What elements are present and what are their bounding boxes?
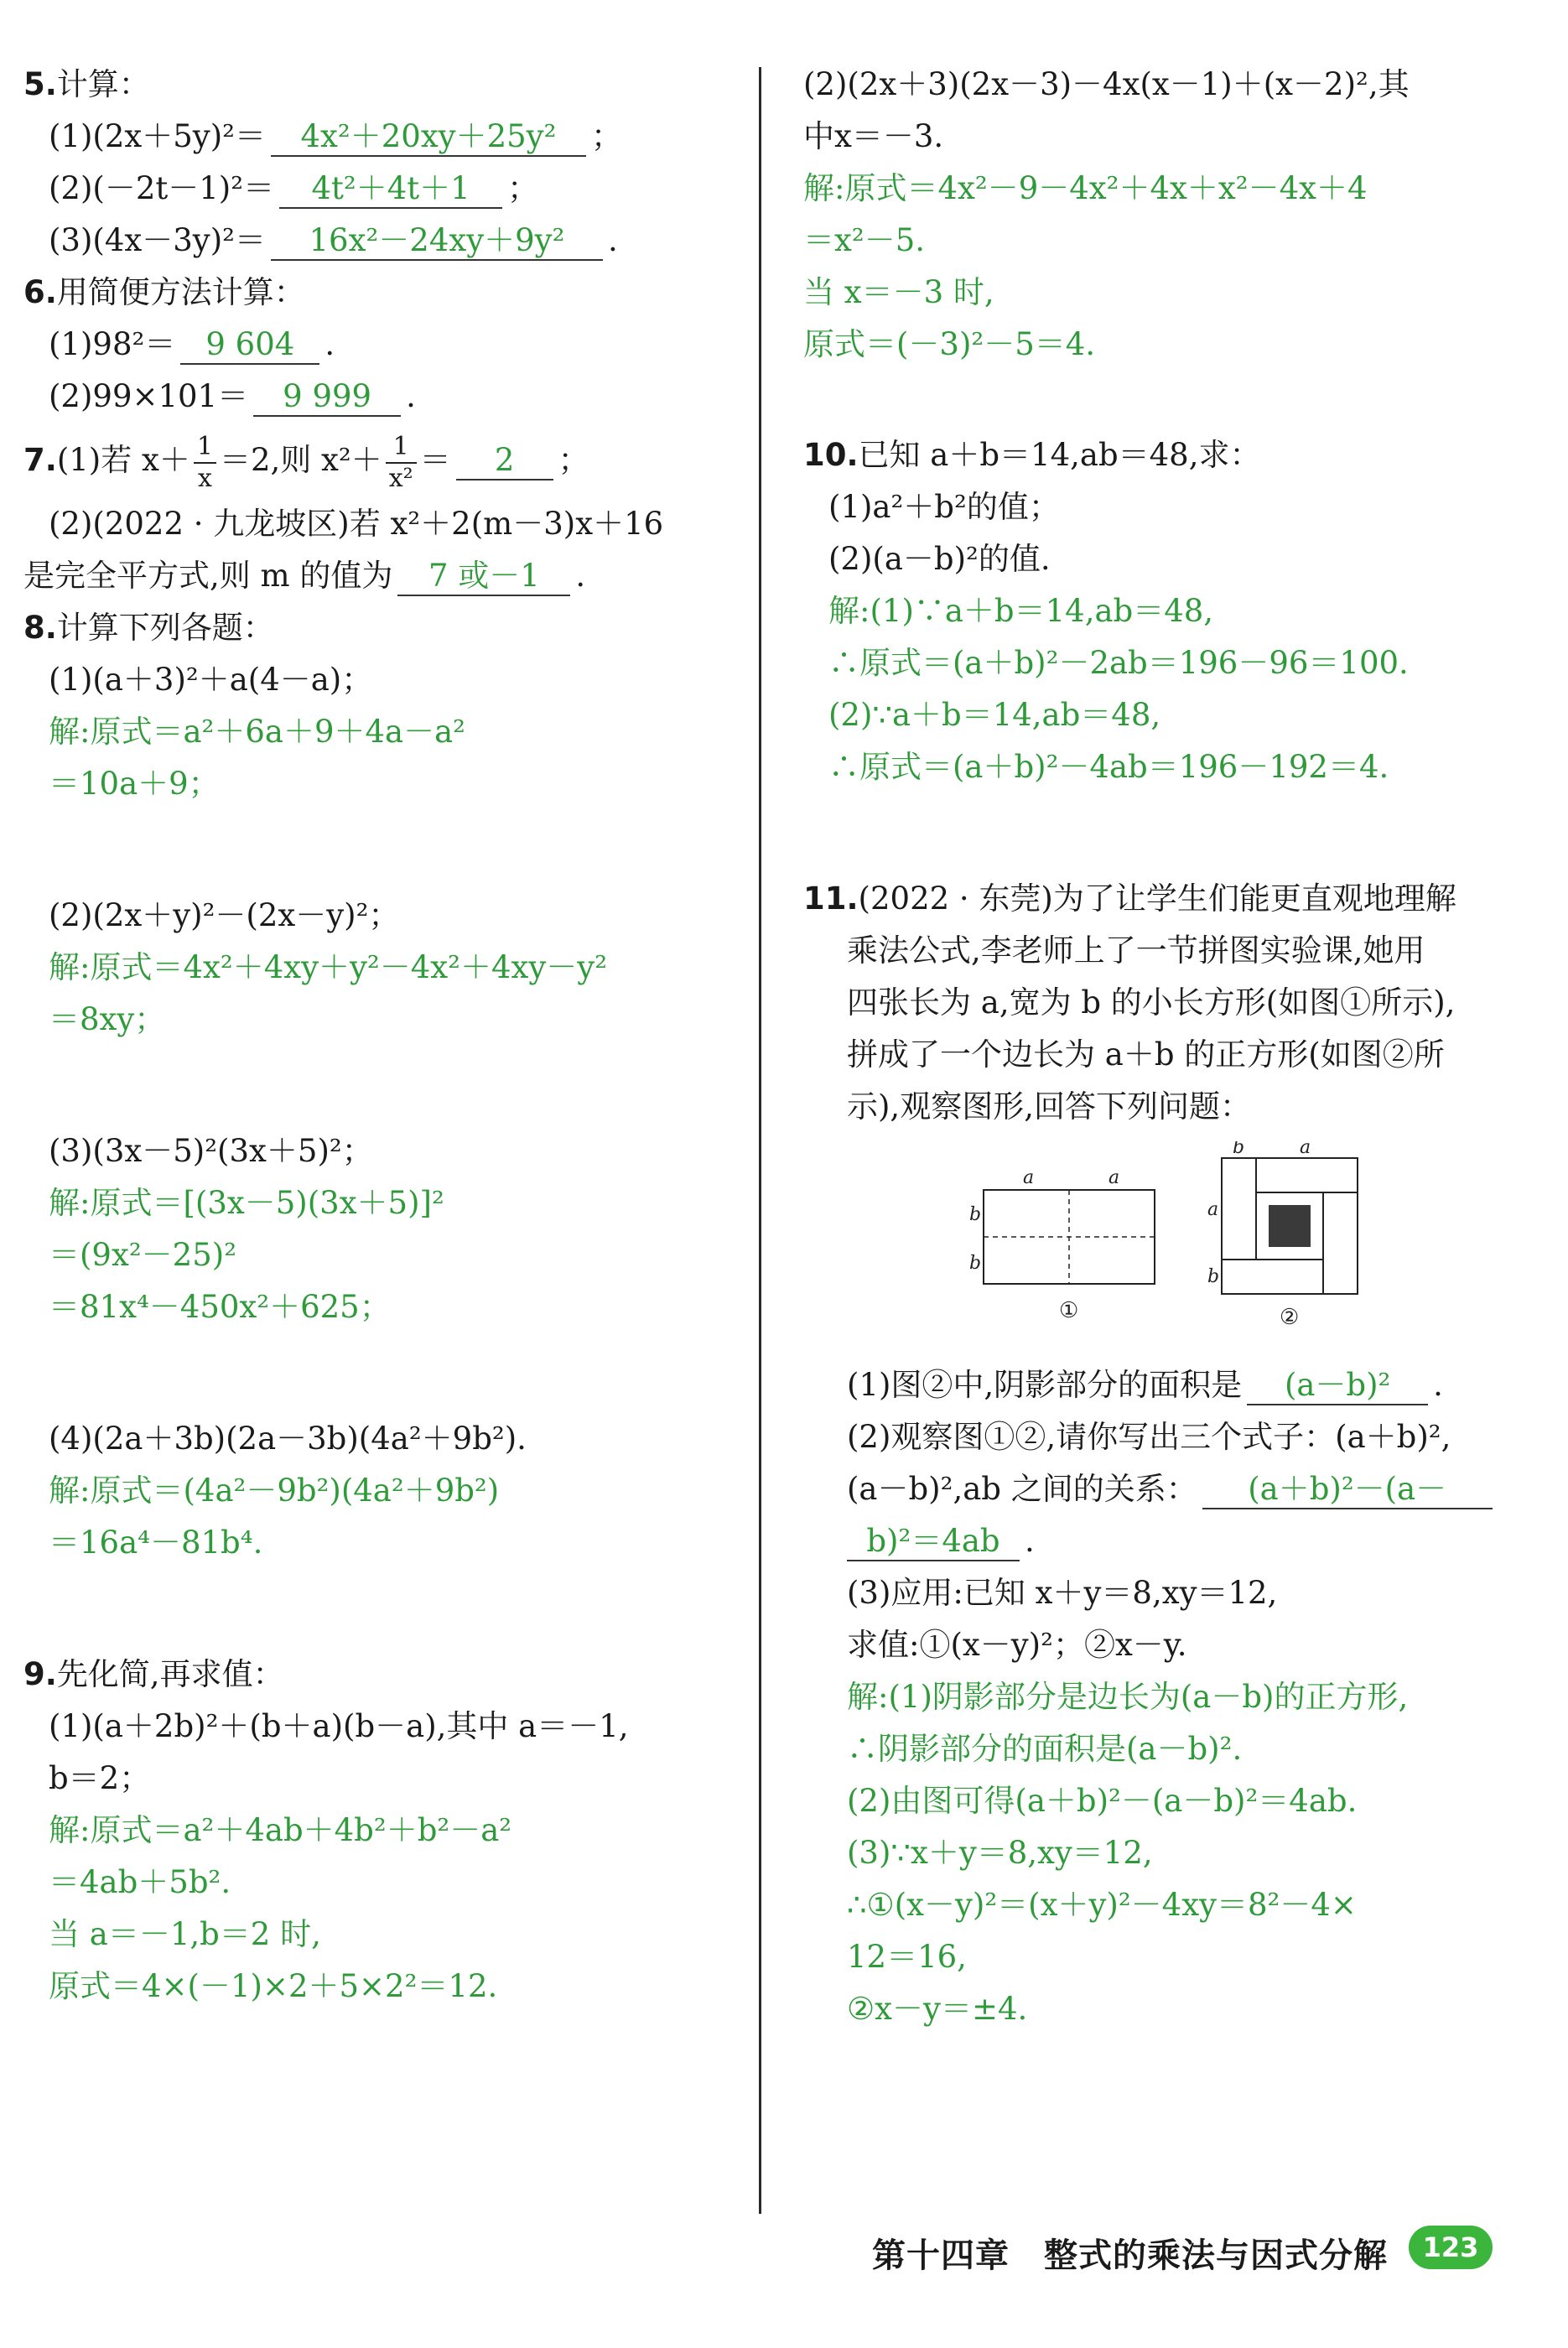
q11-part-2-line-3: b)²＝4ab . bbox=[803, 1515, 1541, 1567]
solution-line: 解:原式＝4x²－9－4x²＋4x＋x²－4x＋4 bbox=[803, 170, 1368, 206]
solution-line: (2)由图可得(a＋b)²－(a－b)²＝4ab. bbox=[847, 1783, 1358, 1819]
answer-blank: b)²＝4ab bbox=[847, 1523, 1020, 1561]
page-number: 123 bbox=[1409, 2226, 1493, 2269]
solution-line: ＝16a⁴－81b⁴. bbox=[49, 1525, 263, 1561]
solution-line: (2)∵a＋b＝14,ab＝48, bbox=[828, 697, 1161, 733]
figure-2-label-a: a bbox=[1300, 1141, 1311, 1158]
q11-stem-line: 乘法公式,李老师上了一节拼图实验课,她用 bbox=[847, 932, 1425, 969]
solution-line: ＝x²－5. bbox=[803, 222, 926, 258]
answer-blank: 7 或－1 bbox=[397, 558, 570, 596]
q8-part-4: (4)(2a＋3b)(2a－3b)(4a²＋9b²). bbox=[49, 1421, 527, 1457]
solution-line: 解:原式＝a²＋4ab＋4b²＋b²－a² bbox=[49, 1812, 512, 1848]
column-divider bbox=[759, 67, 761, 2214]
q11-stem-line-1: 11.(2022 · 东莞)为了让学生们能更直观地理解 bbox=[803, 880, 1456, 917]
rectangle-puzzle-diagram bbox=[803, 1141, 1541, 1351]
solution-line: (3)∵x＋y＝8,xy＝12, bbox=[847, 1835, 1153, 1871]
answer-blank: (a＋b)²－(a－ bbox=[1202, 1471, 1493, 1509]
solution-line: 解:原式＝4x²＋4xy＋y²－4x²＋4xy－y² bbox=[49, 949, 608, 985]
q5-heading: 5.计算： bbox=[23, 66, 150, 102]
solution-line: 解:(1)∵a＋b＝14,ab＝48, bbox=[828, 593, 1214, 629]
answer-blank: 2 bbox=[456, 442, 553, 481]
answer-blank: 4x²＋20xy＋25y² bbox=[271, 118, 586, 157]
q10-item-2: (2)(a－b)²的值. bbox=[828, 541, 1051, 577]
solution-line: 解:(1)阴影部分是边长为(a－b)的正方形, bbox=[847, 1679, 1409, 1715]
q8-part-1: (1)(a＋3)²＋a(4－a)； bbox=[49, 662, 373, 698]
solution-line: 原式＝4×(－1)×2＋5×2²＝12. bbox=[49, 1968, 498, 2004]
q8-part-2: (2)(2x＋y)²－(2x－y)²； bbox=[49, 897, 400, 933]
q11-stem-line: 拼成了一个边长为 a＋b 的正方形(如图②所 bbox=[847, 1036, 1445, 1073]
q7-part-2-line-2: 是完全平方式,则 m 的值为 7 或－1 . bbox=[23, 550, 753, 602]
figure-1-label-b: b bbox=[969, 1204, 982, 1225]
figure-1-caption: ① bbox=[1059, 1298, 1079, 1323]
page-footer bbox=[872, 2222, 1543, 2281]
q9-heading: 9.先化简,再求值： bbox=[23, 1656, 284, 1692]
q11-part-1: (1)图②中,阴影部分的面积是 (a－b)² . bbox=[803, 1359, 1541, 1411]
answer-blank: 16x²－24xy＋9y² bbox=[271, 222, 603, 261]
q11-part-2-line-1: (2)观察图①②,请你写出三个式子：(a＋b)², bbox=[847, 1419, 1451, 1455]
right-column bbox=[803, 59, 1541, 2035]
figure-1-label-a: a bbox=[1023, 1167, 1035, 1188]
q9-part-2-line-2: 中x＝－3. bbox=[803, 118, 944, 154]
figure-1-label-a: a bbox=[1109, 1167, 1120, 1188]
q6-item-2: (2)99×101＝ 9 999 . bbox=[23, 371, 753, 423]
q10-heading: 10.已知 a＋b＝14,ab＝48,求： bbox=[803, 437, 1261, 473]
solution-line: ＝8xy； bbox=[49, 1001, 166, 1037]
solution-line: ＝81x⁴－450x²＋625； bbox=[49, 1289, 391, 1325]
solution-line: 原式＝(－3)²－5＝4. bbox=[803, 326, 1096, 362]
fraction: $\frac{1}{x}$ bbox=[194, 432, 216, 494]
figure-2-label-b: b bbox=[1233, 1141, 1245, 1158]
figure-2-caption: ② bbox=[1280, 1305, 1300, 1330]
q9-part-1-line-1: (1)(a＋2b)²＋(b＋a)(b－a),其中 a＝－1, bbox=[49, 1708, 629, 1744]
q7-part-1: 7.(1)若 x＋ $\frac{1}{x}$ ＝2,则 x²＋ $\frac{1}{\text{x²}}$ ＝ 2 ； bbox=[23, 431, 589, 493]
q6-item-1: (1)98²＝ 9 604 . bbox=[23, 319, 753, 371]
fraction: $\frac{1}{\text{x²}}$ bbox=[386, 432, 417, 494]
q6-heading: 6.用简便方法计算： bbox=[23, 274, 305, 310]
figure-1-label-b: b bbox=[969, 1253, 982, 1274]
q11-part-3-line-1: (3)应用:已知 x＋y＝8,xy＝12, bbox=[847, 1575, 1278, 1611]
q7-part-2-line-1: (2)(2022 · 九龙坡区)若 x²＋2(m－3)x＋16 bbox=[49, 506, 664, 542]
solution-line: ∴原式＝(a＋b)²－2ab＝196－96＝100. bbox=[828, 645, 1409, 681]
q8-heading: 8.计算下列各题： bbox=[23, 610, 274, 646]
chapter-title: 第十四章 整式的乘法与因式分解 bbox=[872, 2236, 1388, 2275]
solution-line: 解:原式＝(4a²－9b²)(4a²＋9b²) bbox=[49, 1473, 500, 1509]
solution-line: ②x－y＝±4. bbox=[847, 1991, 1028, 2027]
solution-line: 12＝16, bbox=[847, 1939, 967, 1975]
solution-line: ∴原式＝(a＋b)²－4ab＝196－192＝4. bbox=[828, 749, 1389, 785]
solution-line: 解:原式＝a²＋6a＋9＋4a－a² bbox=[49, 714, 465, 750]
q9-part-1-line-2: b＝2； bbox=[49, 1760, 151, 1796]
q10-item-1: (1)a²＋b²的值； bbox=[828, 489, 1060, 525]
q5-item-1: (1)(2x＋5y)²＝ 4x²＋20xy＋25y² ； bbox=[23, 111, 753, 163]
solution-line: 当 x＝－3 时, bbox=[803, 274, 994, 310]
solution-line: 解:原式＝[(3x－5)(3x＋5)]² bbox=[49, 1185, 444, 1221]
q8-part-3: (3)(3x－5)²(3x＋5)²； bbox=[49, 1133, 373, 1169]
answer-blank: 9 604 bbox=[180, 326, 319, 365]
solution-line: ∴①(x－y)²＝(x＋y)²－4xy＝8²－4× bbox=[847, 1887, 1357, 1923]
q5-item-3: (3)(4x－3y)²＝ 16x²－24xy＋9y² . bbox=[23, 215, 753, 267]
solution-line: ∴阴影部分的面积是(a－b)². bbox=[847, 1731, 1243, 1767]
solution-line: ＝4ab＋5b². bbox=[49, 1864, 231, 1900]
q11-part-2-line-2: (a－b)²,ab 之间的关系： (a＋b)²－(a－ bbox=[803, 1463, 1541, 1515]
q5-item-2: (2)(－2t－1)²＝ 4t²＋4t＋1 ； bbox=[23, 163, 753, 215]
left-column bbox=[23, 59, 753, 2013]
solution-line: ＝10a＋9； bbox=[49, 766, 220, 802]
q11-part-3-line-2: 求值:①(x－y)²；②x－y. bbox=[847, 1627, 1187, 1663]
figure-2-label-a: a bbox=[1207, 1199, 1219, 1220]
answer-blank: 9 999 bbox=[253, 378, 401, 417]
q11-stem-line: 四张长为 a,宽为 b 的小长方形(如图①所示), bbox=[847, 984, 1456, 1021]
answer-blank: 4t²＋4t＋1 bbox=[279, 170, 502, 209]
answer-blank: (a－b)² bbox=[1247, 1367, 1428, 1405]
q11-figures bbox=[803, 1141, 1541, 1351]
figure-2-label-b: b bbox=[1207, 1266, 1220, 1287]
q11-stem-line: 示),观察图形,回答下列问题： bbox=[847, 1088, 1251, 1125]
figure-2-shaded-square bbox=[1269, 1205, 1311, 1247]
q9-part-2-line-1: (2)(2x＋3)(2x－3)－4x(x－1)＋(x－2)²,其 bbox=[803, 66, 1410, 102]
solution-line: 当 a＝－1,b＝2 时, bbox=[49, 1916, 321, 1952]
solution-line: ＝(9x²－25)² bbox=[49, 1237, 237, 1273]
